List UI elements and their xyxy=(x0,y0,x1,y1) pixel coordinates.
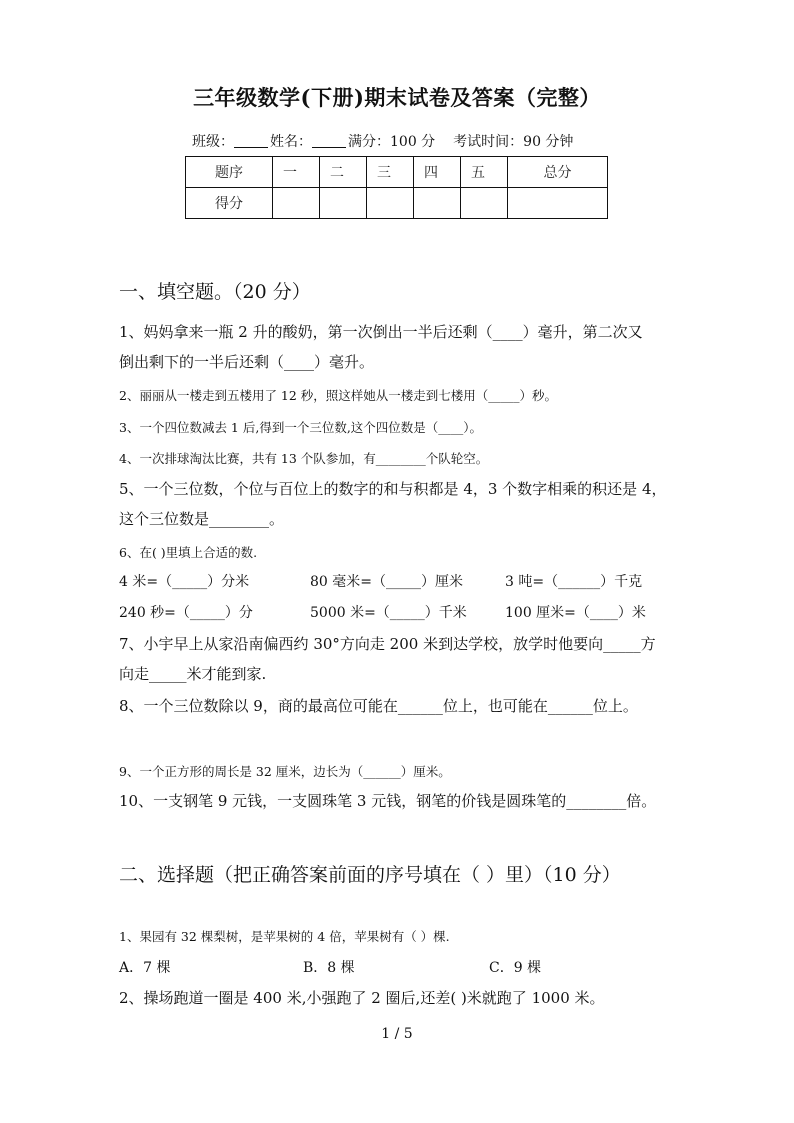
section2-heading: 二、选择题（把正确答案前面的序号填在（ ）里）（10 分） xyxy=(119,864,621,886)
question-6: 6、在( )里填上合适的数. xyxy=(119,545,258,560)
question-5b: 这个三位数是________。 xyxy=(119,510,285,528)
exam-info-line xyxy=(192,131,573,151)
page-number: 1 / 5 xyxy=(381,1026,413,1042)
choice-option-a: A．7 棵 xyxy=(119,960,171,976)
exam-time: 考试时间：90 分钟 xyxy=(453,134,574,150)
score-table-header-row xyxy=(186,157,608,188)
score-header-cell: 题序 xyxy=(186,157,273,188)
question-1b: 倒出剩下的一半后还剩（____）毫升。 xyxy=(119,353,375,371)
question-10: 10、一支钢笔 9 元钱，一支圆珠笔 3 元钱，钢笔的价钱是圆珠笔的________倍。 xyxy=(119,792,657,810)
choice-question-1: 1、果园有 32 棵梨树，是苹果树的 4 倍，苹果树有（ ）棵. xyxy=(119,929,450,944)
question-4: 4、一次排球淘汰比赛，共有 13 个队参加，有________个队轮空。 xyxy=(119,451,489,466)
choice-option-b: B．8 棵 xyxy=(303,960,355,976)
q6-item: 4 米=（_____）分米 xyxy=(119,574,250,590)
question-5a: 5、一个三位数，个位与百位上的数字的和与积都是 4，3 个数字相乘的积还是 4， xyxy=(119,480,667,498)
name-label: 姓名： xyxy=(270,134,312,150)
class-blank xyxy=(234,133,268,148)
score-header-cell: 三 xyxy=(367,157,414,188)
score-cell[interactable] xyxy=(414,188,461,219)
page-title: 三年级数学(下册)期末试卷及答案（完整） xyxy=(193,85,601,110)
class-label: 班级： xyxy=(192,134,234,150)
q6-item: 80 毫米=（_____）厘米 xyxy=(310,574,463,590)
name-blank xyxy=(312,133,346,148)
choice-question-2: 2、操场跑道一圈是 400 米,小强跑了 2 圈后,还差( )米就跑了 1000 米。 xyxy=(119,989,605,1007)
score-cell[interactable] xyxy=(320,188,367,219)
score-header-cell: 五 xyxy=(461,157,508,188)
question-7b: 向走_____米才能到家. xyxy=(119,665,267,683)
score-cell[interactable] xyxy=(461,188,508,219)
section1-heading: 一、填空题。（20 分） xyxy=(119,281,311,303)
score-header-cell: 一 xyxy=(273,157,320,188)
score-header-cell: 四 xyxy=(414,157,461,188)
q6-item: 5000 米=（_____）千米 xyxy=(310,605,467,621)
q6-item: 3 吨=（______）千克 xyxy=(505,574,643,590)
score-table-row xyxy=(186,188,608,219)
score-table xyxy=(185,156,608,219)
score-header-cell: 总分 xyxy=(508,157,608,188)
question-9: 9、一个正方形的周长是 32 厘米，边长为（______）厘米。 xyxy=(119,764,451,779)
question-7a: 7、小宇早上从家沿南偏西约 30°方向走 200 米到达学校，放学时他要向_____方 xyxy=(119,635,656,653)
score-header-cell: 二 xyxy=(320,157,367,188)
question-2: 2、丽丽从一楼走到五楼用了 12 秒，照这样她从一楼走到七楼用（_____）秒。 xyxy=(119,388,558,403)
score-cell[interactable] xyxy=(367,188,414,219)
choice-option-c: C．9 棵 xyxy=(489,960,542,976)
score-row-label: 得分 xyxy=(186,188,273,219)
full-score: 满分：100 分 xyxy=(348,134,436,150)
question-8: 8、一个三位数除以 9，商的最高位可能在______位上，也可能在______位上。 xyxy=(119,697,638,715)
question-3: 3、一个四位数减去 1 后,得到一个三位数,这个四位数是（____）。 xyxy=(119,420,483,435)
q6-item: 100 厘米=（____）米 xyxy=(505,605,646,621)
q6-item: 240 秒=（_____）分 xyxy=(119,605,253,621)
question-1a: 1、妈妈拿来一瓶 2 升的酸奶，第一次倒出一半后还剩（____）毫升，第二次又 xyxy=(119,323,643,341)
score-cell[interactable] xyxy=(508,188,608,219)
score-cell[interactable] xyxy=(273,188,320,219)
